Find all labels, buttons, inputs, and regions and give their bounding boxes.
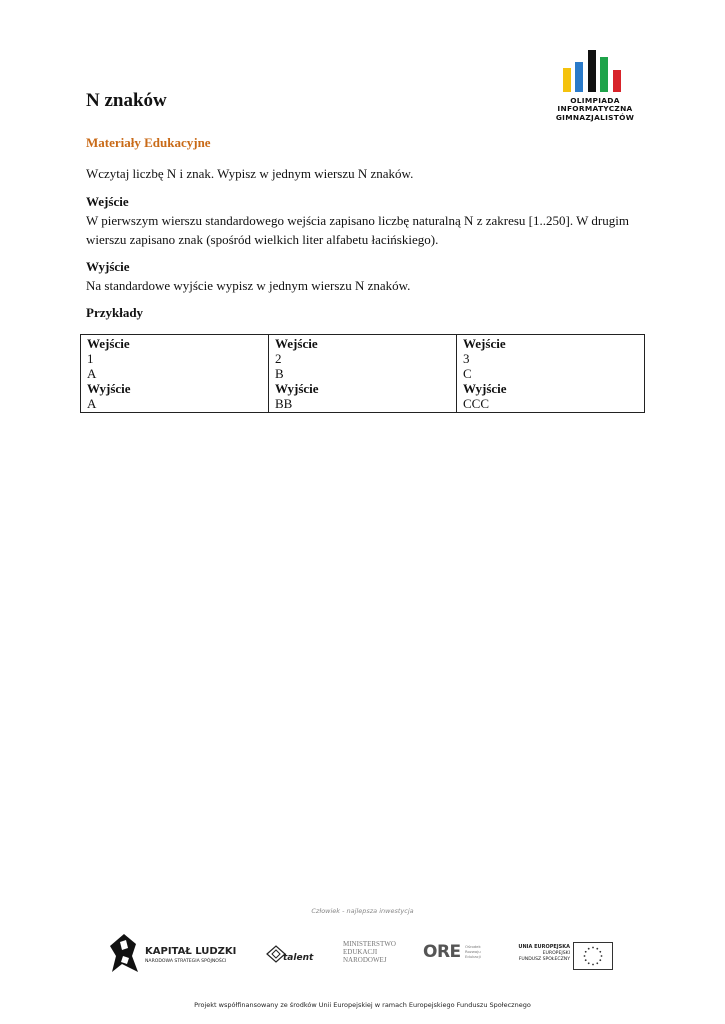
example-cell-3 <box>457 335 645 413</box>
input-section <box>86 192 631 249</box>
kapital-ludzki-subtitle: NARODOWA STRATEGIA SPÓJNOŚCI <box>145 959 227 964</box>
example-cell-1 <box>81 335 269 413</box>
footer-note: Projekt współfinansowany ze środków Unii Europejskiej w ramach Europejskiego Funduszu Społecznego <box>194 1001 531 1009</box>
logo-line-1: OLIMPIADA <box>570 96 620 105</box>
kapital-ludzki-title: KAPITAŁ LUDZKI <box>145 946 237 957</box>
example-output-line: A <box>87 396 97 411</box>
logo-line-3: GIMNAZJALISTÓW <box>555 112 635 122</box>
eu-line-3: FUNDUSZ SPOŁECZNY <box>518 957 570 962</box>
logo-line-2: INFORMATYCZNA <box>557 104 633 114</box>
examples-heading: Przykłady <box>86 305 144 320</box>
example-output-line: CCC <box>463 396 490 411</box>
ore-sub-2: Rozwoju <box>465 949 481 954</box>
example-cell-2 <box>269 335 457 413</box>
example-input-line: C <box>463 366 472 381</box>
logo-bar-green <box>600 57 608 92</box>
eu-line-2: EUROPEJSKI <box>542 951 570 956</box>
eu-flag-icon <box>573 942 613 970</box>
example-input-line: 2 <box>275 351 282 366</box>
task-statement: Wczytaj liczbę N i znak. Wypisz w jednym wierszu N znaków. <box>86 166 414 181</box>
table-row <box>81 335 645 413</box>
ore-logo <box>423 942 493 968</box>
example-input-label: Wejście <box>87 336 130 351</box>
eu-line-1: UNIA EUROPEJSKA <box>518 944 570 950</box>
example-input-line: B <box>275 366 284 381</box>
ministerstwo-line-3: NARODOWEJ <box>343 956 387 964</box>
example-input-line: 3 <box>463 351 470 366</box>
logo-bars <box>545 44 645 92</box>
footer-logos <box>110 932 620 976</box>
talent-label: talent <box>283 953 314 963</box>
ore-sub-3: Edukacji <box>465 954 481 959</box>
ore-label: ORE <box>423 942 461 962</box>
kapital-ludzki-icon <box>110 934 140 974</box>
input-description: W pierwszym wierszu standardowego wejścia zapisano liczbę naturalną N z zakresu [1..250]. W drugim wierszu zapisano znak (spośród wielkich liter alfabetu łacińskiego). <box>86 213 629 247</box>
output-heading: Wyjście <box>86 259 130 274</box>
eu-logo <box>510 942 615 972</box>
logo-bar-blue <box>575 62 583 92</box>
example-input-line: A <box>87 366 97 381</box>
output-description: Na standardowe wyjście wypisz w jednym wierszu N znaków. <box>86 278 411 293</box>
page-subtitle: Materiały Edukacyjne <box>86 135 211 150</box>
examples-table <box>80 334 645 413</box>
talent-logo <box>265 944 320 966</box>
example-output-label: Wyjście <box>87 381 131 396</box>
example-input-label: Wejście <box>275 336 318 351</box>
ore-sub-1: Ośrodek <box>465 944 481 949</box>
ore-subtitle <box>465 944 481 959</box>
example-output-line: BB <box>275 396 293 411</box>
output-section <box>86 257 631 295</box>
footer-motto: Człowiek - najlepsza inwestycja <box>311 907 414 915</box>
logo-bar-black <box>588 50 596 92</box>
page-title: N znaków <box>86 90 167 111</box>
ministerstwo-line-2: EDUKACJI <box>343 948 378 956</box>
example-output-label: Wyjście <box>463 381 507 396</box>
ministerstwo-line-1: MINISTERSTWO <box>343 940 396 948</box>
input-heading: Wejście <box>86 194 129 209</box>
olympiad-logo <box>545 44 645 124</box>
ministerstwo-logo <box>343 940 403 970</box>
logo-bar-yellow <box>563 68 571 92</box>
example-output-label: Wyjście <box>275 381 319 396</box>
kapital-ludzki-logo <box>110 934 240 974</box>
example-input-line: 1 <box>87 351 94 366</box>
logo-bar-red <box>613 70 621 92</box>
logo-text <box>545 97 645 122</box>
example-input-label: Wejście <box>463 336 506 351</box>
eu-text <box>518 944 570 963</box>
